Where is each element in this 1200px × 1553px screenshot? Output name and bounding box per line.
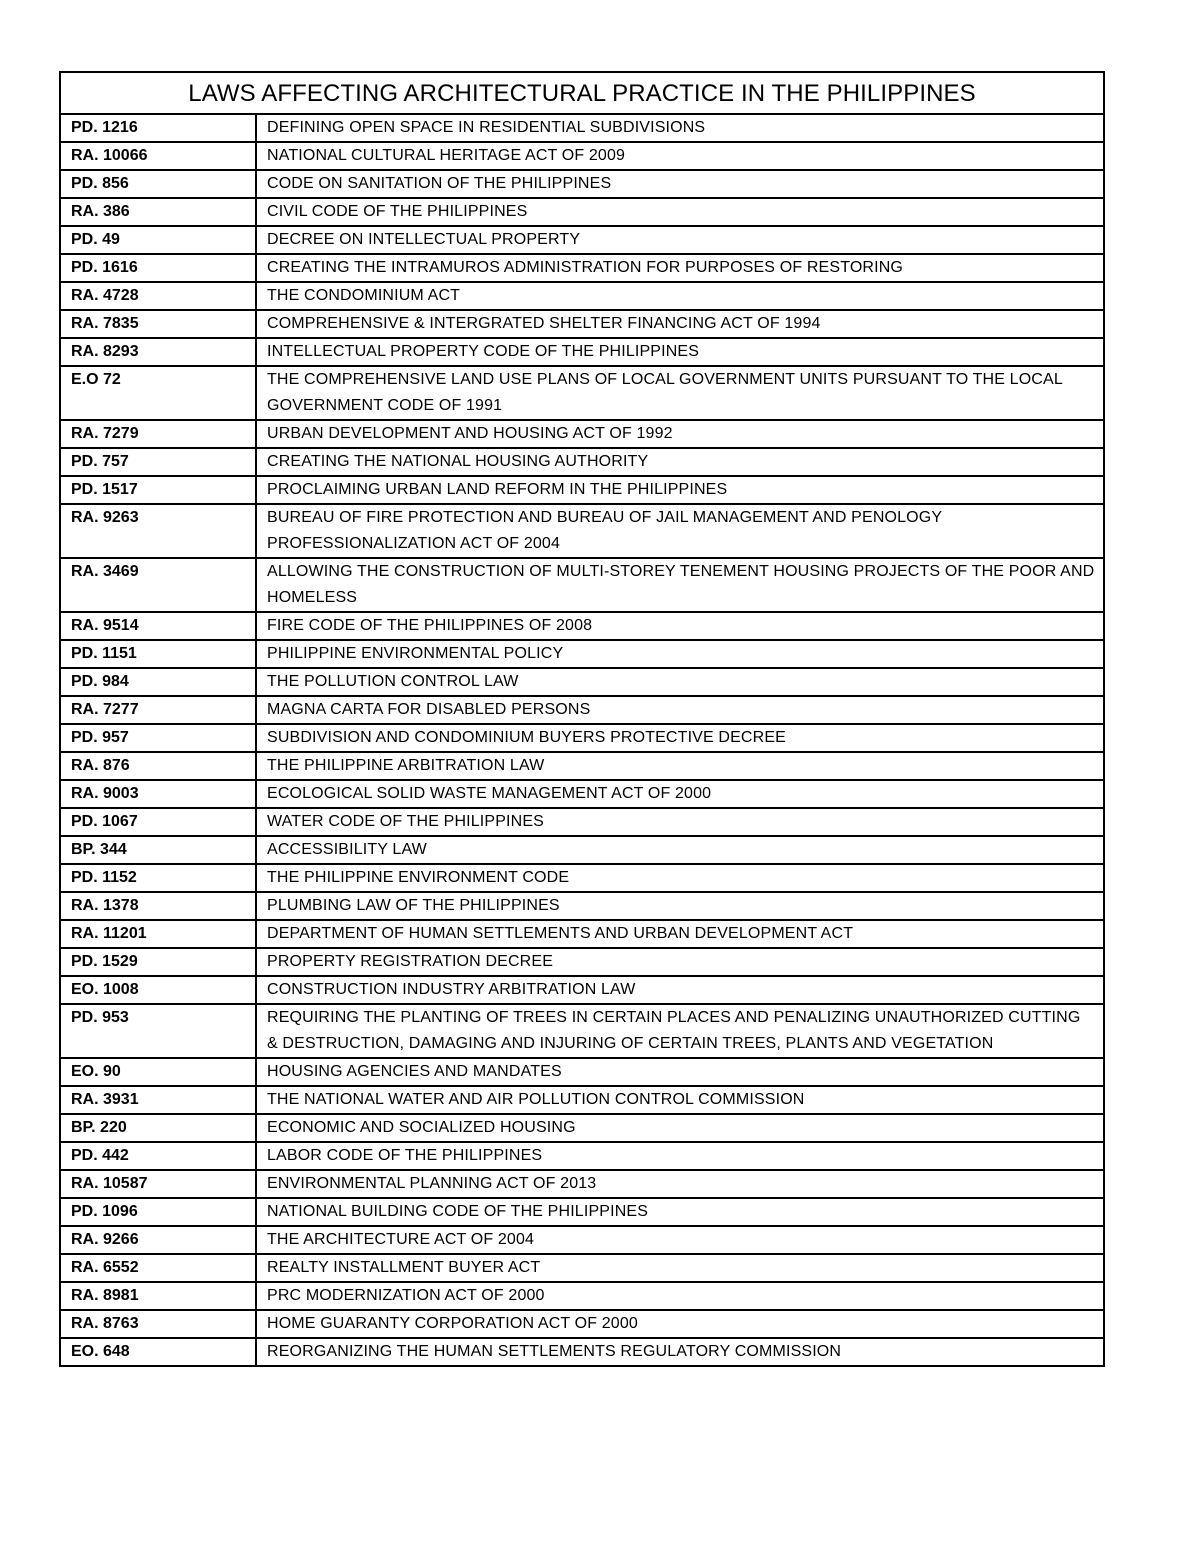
table-row <box>60 226 1104 254</box>
law-code: PD. 953 <box>60 1004 256 1058</box>
table-row <box>60 1282 1104 1310</box>
law-code: PD. 957 <box>60 724 256 752</box>
law-description: ECOLOGICAL SOLID WASTE MANAGEMENT ACT OF 2000 <box>256 780 1104 808</box>
law-code: RA. 9514 <box>60 612 256 640</box>
law-description: CIVIL CODE OF THE PHILIPPINES <box>256 198 1104 226</box>
law-description: PLUMBING LAW OF THE PHILIPPINES <box>256 892 1104 920</box>
law-description: NATIONAL CULTURAL HERITAGE ACT OF 2009 <box>256 142 1104 170</box>
law-description: THE COMPREHENSIVE LAND USE PLANS OF LOCAL GOVERNMENT UNITS PURSUANT TO THE LOCAL GOVERNMENT CODE OF 1991 <box>256 366 1104 420</box>
table-row <box>60 558 1104 612</box>
table-row <box>60 476 1104 504</box>
table-row <box>60 114 1104 142</box>
law-description: WATER CODE OF THE PHILIPPINES <box>256 808 1104 836</box>
law-code: BP. 344 <box>60 836 256 864</box>
table-row <box>60 420 1104 448</box>
table-row <box>60 836 1104 864</box>
law-code: EO. 90 <box>60 1058 256 1086</box>
law-description: COMPREHENSIVE & INTERGRATED SHELTER FINANCING ACT OF 1994 <box>256 310 1104 338</box>
table-row <box>60 640 1104 668</box>
table-row <box>60 1198 1104 1226</box>
law-code: RA. 4728 <box>60 282 256 310</box>
law-description: SUBDIVISION AND CONDOMINIUM BUYERS PROTECTIVE DECREE <box>256 724 1104 752</box>
table-row <box>60 504 1104 558</box>
table-row <box>60 1142 1104 1170</box>
law-description: URBAN DEVELOPMENT AND HOUSING ACT OF 1992 <box>256 420 1104 448</box>
law-code: RA. 3931 <box>60 1086 256 1114</box>
law-description: REORGANIZING THE HUMAN SETTLEMENTS REGULATORY COMMISSION <box>256 1338 1104 1366</box>
law-description: PHILIPPINE ENVIRONMENTAL POLICY <box>256 640 1104 668</box>
table-row <box>60 1004 1104 1058</box>
law-description: DECREE ON INTELLECTUAL PROPERTY <box>256 226 1104 254</box>
table-row <box>60 892 1104 920</box>
law-description: PROPERTY REGISTRATION DECREE <box>256 948 1104 976</box>
law-description: CONSTRUCTION INDUSTRY ARBITRATION LAW <box>256 976 1104 1004</box>
table-row <box>60 976 1104 1004</box>
law-code: PD. 1151 <box>60 640 256 668</box>
law-description: THE POLLUTION CONTROL LAW <box>256 668 1104 696</box>
table-row <box>60 612 1104 640</box>
table-row <box>60 1338 1104 1366</box>
law-code: RA. 386 <box>60 198 256 226</box>
table-row <box>60 310 1104 338</box>
table-row <box>60 920 1104 948</box>
law-description: ACCESSIBILITY LAW <box>256 836 1104 864</box>
law-code: PD. 442 <box>60 1142 256 1170</box>
law-code: RA. 10066 <box>60 142 256 170</box>
law-code: PD. 856 <box>60 170 256 198</box>
table-row <box>60 696 1104 724</box>
law-code: RA. 9003 <box>60 780 256 808</box>
law-description: NATIONAL BUILDING CODE OF THE PHILIPPINES <box>256 1198 1104 1226</box>
table-row <box>60 780 1104 808</box>
law-code: RA. 11201 <box>60 920 256 948</box>
law-description: REALTY INSTALLMENT BUYER ACT <box>256 1254 1104 1282</box>
law-description: ECONOMIC AND SOCIALIZED HOUSING <box>256 1114 1104 1142</box>
table-row <box>60 254 1104 282</box>
law-code: PD. 1616 <box>60 254 256 282</box>
law-description: THE PHILIPPINE ENVIRONMENT CODE <box>256 864 1104 892</box>
laws-table <box>59 71 1105 1367</box>
law-code: PD. 1152 <box>60 864 256 892</box>
law-description: DEFINING OPEN SPACE IN RESIDENTIAL SUBDIVISIONS <box>256 114 1104 142</box>
law-code: RA. 10587 <box>60 1170 256 1198</box>
law-description: INTELLECTUAL PROPERTY CODE OF THE PHILIPPINES <box>256 338 1104 366</box>
law-description: THE NATIONAL WATER AND AIR POLLUTION CONTROL COMMISSION <box>256 1086 1104 1114</box>
law-description: DEPARTMENT OF HUMAN SETTLEMENTS AND URBAN DEVELOPMENT ACT <box>256 920 1104 948</box>
law-description: LABOR CODE OF THE PHILIPPINES <box>256 1142 1104 1170</box>
law-code: RA. 8981 <box>60 1282 256 1310</box>
laws-table-body <box>60 114 1104 1366</box>
law-code: RA. 3469 <box>60 558 256 612</box>
table-row <box>60 808 1104 836</box>
table-header-row <box>60 72 1104 114</box>
table-row <box>60 282 1104 310</box>
law-description: ENVIRONMENTAL PLANNING ACT OF 2013 <box>256 1170 1104 1198</box>
law-code: RA. 8763 <box>60 1310 256 1338</box>
law-code: PD. 1529 <box>60 948 256 976</box>
table-row <box>60 1226 1104 1254</box>
table-row <box>60 948 1104 976</box>
table-row <box>60 668 1104 696</box>
table-row <box>60 1310 1104 1338</box>
law-code: RA. 1378 <box>60 892 256 920</box>
law-description: PROCLAIMING URBAN LAND REFORM IN THE PHILIPPINES <box>256 476 1104 504</box>
law-code: PD. 1067 <box>60 808 256 836</box>
law-code: RA. 7277 <box>60 696 256 724</box>
law-code: PD. 49 <box>60 226 256 254</box>
law-description: REQUIRING THE PLANTING OF TREES IN CERTAIN PLACES AND PENALIZING UNAUTHORIZED CUTTING & DESTRUCTION, DAMAGING AND INJURING OF CERTAIN TREES, PLANTS AND VEGETATION <box>256 1004 1104 1058</box>
law-code: RA. 9263 <box>60 504 256 558</box>
table-row <box>60 1170 1104 1198</box>
law-code: EO. 1008 <box>60 976 256 1004</box>
table-row <box>60 198 1104 226</box>
table-row <box>60 448 1104 476</box>
law-code: PD. 757 <box>60 448 256 476</box>
law-description: HOUSING AGENCIES AND MANDATES <box>256 1058 1104 1086</box>
law-code: EO. 648 <box>60 1338 256 1366</box>
law-description: THE PHILIPPINE ARBITRATION LAW <box>256 752 1104 780</box>
law-description: BUREAU OF FIRE PROTECTION AND BUREAU OF JAIL MANAGEMENT AND PENOLOGY PROFESSIONALIZATION ACT OF 2004 <box>256 504 1104 558</box>
table-row <box>60 1254 1104 1282</box>
law-code: E.O 72 <box>60 366 256 420</box>
law-code: PD. 1096 <box>60 1198 256 1226</box>
law-code: PD. 1216 <box>60 114 256 142</box>
law-code: PD. 984 <box>60 668 256 696</box>
law-code: RA. 9266 <box>60 1226 256 1254</box>
law-description: CODE ON SANITATION OF THE PHILIPPINES <box>256 170 1104 198</box>
table-title: LAWS AFFECTING ARCHITECTURAL PRACTICE IN THE PHILIPPINES <box>60 72 1104 114</box>
table-row <box>60 1058 1104 1086</box>
table-row <box>60 142 1104 170</box>
table-row <box>60 1086 1104 1114</box>
law-code: RA. 876 <box>60 752 256 780</box>
table-row <box>60 366 1104 420</box>
law-description: THE CONDOMINIUM ACT <box>256 282 1104 310</box>
table-row <box>60 338 1104 366</box>
law-code: RA. 7279 <box>60 420 256 448</box>
law-code: PD. 1517 <box>60 476 256 504</box>
table-row <box>60 752 1104 780</box>
law-code: RA. 7835 <box>60 310 256 338</box>
law-code: BP. 220 <box>60 1114 256 1142</box>
table-row <box>60 1114 1104 1142</box>
law-description: CREATING THE NATIONAL HOUSING AUTHORITY <box>256 448 1104 476</box>
law-code: RA. 8293 <box>60 338 256 366</box>
table-row <box>60 724 1104 752</box>
law-description: HOME GUARANTY CORPORATION ACT OF 2000 <box>256 1310 1104 1338</box>
law-description: ALLOWING THE CONSTRUCTION OF MULTI-STOREY TENEMENT HOUSING PROJECTS OF THE POOR AND HOMELESS <box>256 558 1104 612</box>
table-row <box>60 170 1104 198</box>
law-description: THE ARCHITECTURE ACT OF 2004 <box>256 1226 1104 1254</box>
table-row <box>60 864 1104 892</box>
law-code: RA. 6552 <box>60 1254 256 1282</box>
law-description: PRC MODERNIZATION ACT OF 2000 <box>256 1282 1104 1310</box>
law-description: MAGNA CARTA FOR DISABLED PERSONS <box>256 696 1104 724</box>
law-description: FIRE CODE OF THE PHILIPPINES OF 2008 <box>256 612 1104 640</box>
law-description: CREATING THE INTRAMUROS ADMINISTRATION FOR PURPOSES OF RESTORING <box>256 254 1104 282</box>
